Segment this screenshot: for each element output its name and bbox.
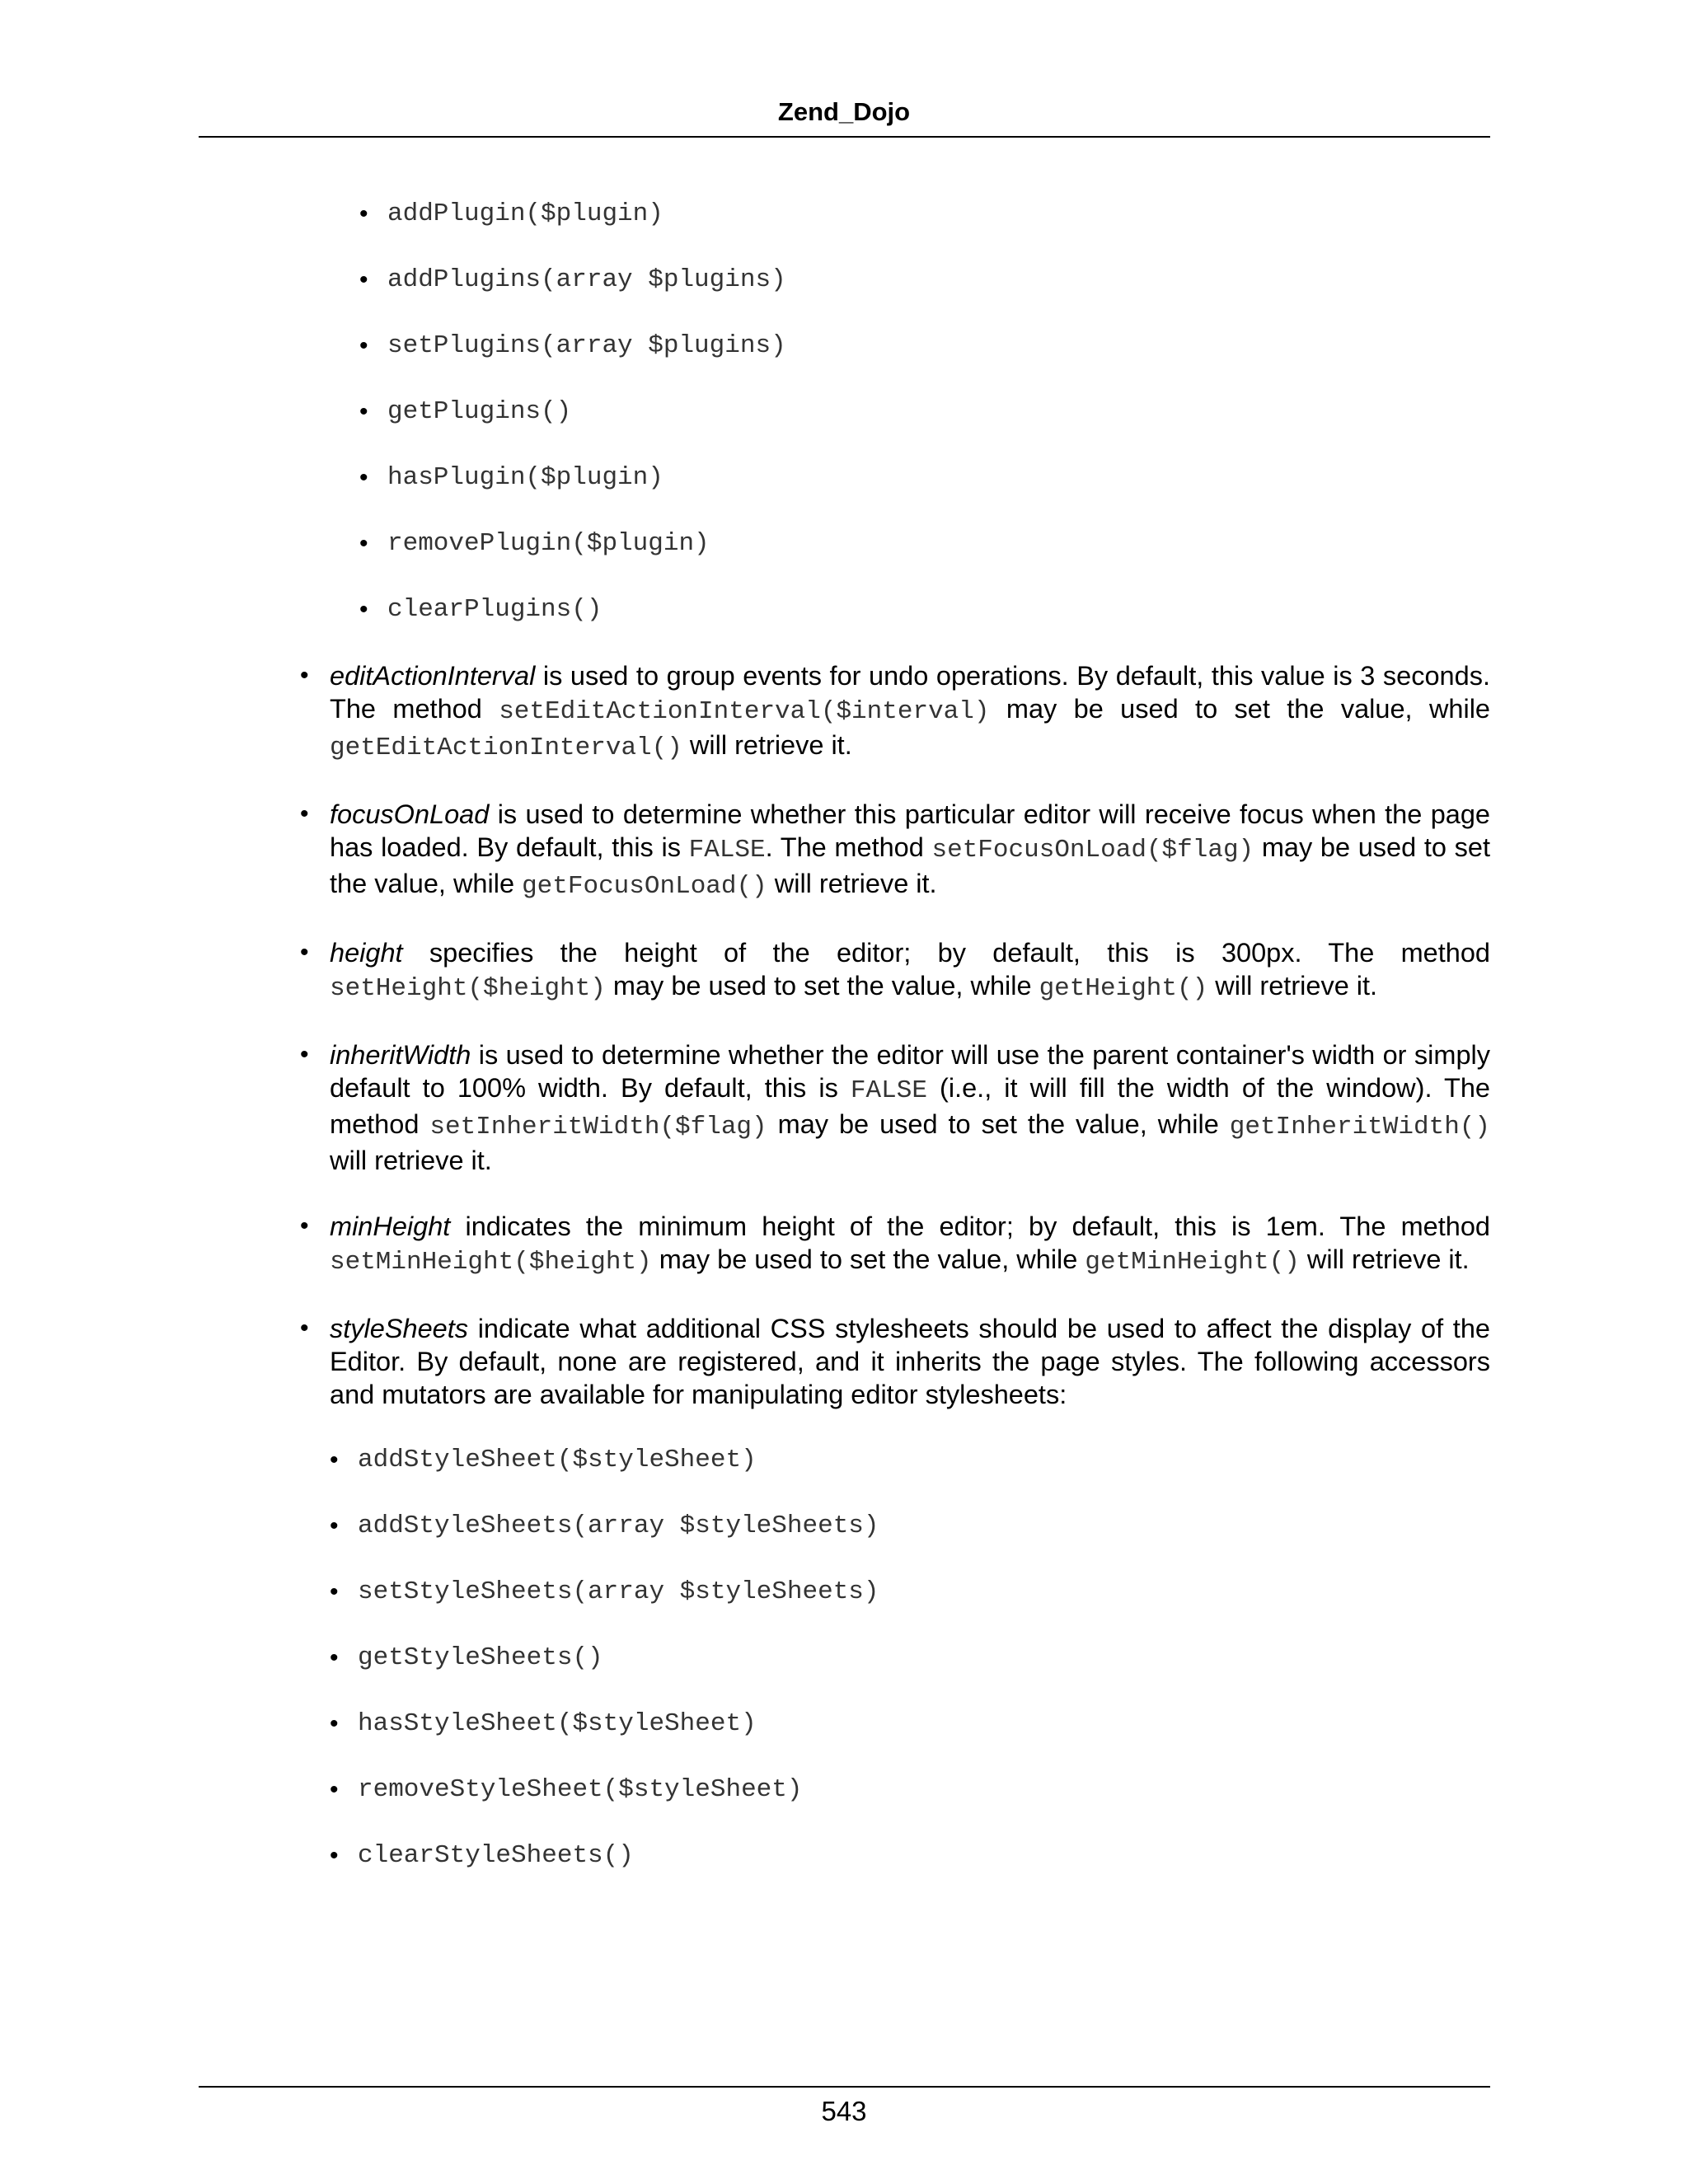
option-height xyxy=(300,936,1490,1005)
bullet-icon: • xyxy=(300,1212,309,1240)
text-run: will retrieve it. xyxy=(767,869,937,898)
bullet-icon: • xyxy=(300,1041,309,1068)
bullet-icon: • xyxy=(359,332,368,359)
bullet-icon: • xyxy=(330,1842,339,1869)
method-signature: addStyleSheet($styleSheet) xyxy=(358,1446,757,1474)
method-signature: getStyleSheets() xyxy=(358,1643,603,1672)
inline-code: setMinHeight($height) xyxy=(330,1248,652,1277)
list-item xyxy=(359,198,1490,231)
inline-code: getHeight() xyxy=(1039,974,1208,1003)
inline-code: FALSE xyxy=(688,836,766,865)
bullet-icon: • xyxy=(359,266,368,293)
inline-code: getEditActionInterval() xyxy=(330,733,682,762)
inline-code: getMinHeight() xyxy=(1085,1248,1300,1277)
text-run: may be used to set the value, while xyxy=(767,1109,1230,1139)
bullet-icon: • xyxy=(359,596,368,623)
method-signature: hasPlugin($plugin) xyxy=(387,463,663,492)
bullet-icon: • xyxy=(359,464,368,491)
bullet-icon: • xyxy=(300,1315,309,1342)
method-signature: clearStyleSheets() xyxy=(358,1841,634,1870)
text-run: may be used to set the value, while xyxy=(330,832,1490,898)
option-min-height xyxy=(300,1210,1490,1279)
method-signature: addPlugin($plugin) xyxy=(387,199,663,228)
option-term: editActionInterval xyxy=(330,661,536,691)
option-inherit-width xyxy=(300,1038,1491,1177)
option-description xyxy=(330,659,1490,765)
option-style-sheets xyxy=(300,1312,1490,1872)
bullet-icon: • xyxy=(300,800,309,827)
page-content xyxy=(300,198,1491,1905)
text-run: indicates the minimum height of the editor; by default, this is 1em. The method xyxy=(450,1212,1490,1241)
option-term: inheritWidth xyxy=(330,1040,471,1070)
bullet-icon: • xyxy=(330,1512,339,1540)
method-signature: addPlugins(array $plugins) xyxy=(387,265,786,294)
running-header: Zend_Dojo xyxy=(777,97,911,126)
text-run: may be used to set the value, while xyxy=(989,694,1491,724)
header-rule xyxy=(199,136,1490,138)
text-run: indicate what additional CSS stylesheets should be used to affect the display of the Editor. By default, none are registered, and it inherits the page styles. The following accessors and mutators are available for manipulating editor stylesheets: xyxy=(330,1314,1490,1409)
bullet-icon: • xyxy=(330,1710,339,1737)
text-run: is used to determine whether this particular editor will receive focus when the page has loaded. By default, this is xyxy=(330,799,1490,862)
bullet-icon: • xyxy=(300,939,309,966)
list-item xyxy=(359,396,1490,429)
method-signature: getPlugins() xyxy=(387,397,572,426)
list-item xyxy=(359,264,1490,297)
list-item xyxy=(330,1642,1490,1675)
list-item xyxy=(359,527,1490,560)
list-item xyxy=(359,462,1490,494)
option-focus-on-load xyxy=(300,798,1490,903)
inline-code: getFocusOnLoad() xyxy=(522,872,767,901)
plugin-methods-list xyxy=(330,198,1490,626)
option-term: focusOnLoad xyxy=(330,799,490,829)
option-list xyxy=(300,198,1491,1872)
method-signature: removePlugin($plugin) xyxy=(387,529,710,558)
bullet-icon: • xyxy=(330,1578,339,1605)
list-item xyxy=(330,1774,1490,1807)
list-item xyxy=(359,593,1490,626)
text-run: (i.e., it will fill the width of the window). The method xyxy=(330,1073,1490,1139)
option-term: height xyxy=(330,938,403,968)
bullet-icon: • xyxy=(359,200,368,227)
bullet-icon: • xyxy=(359,398,368,425)
method-signature: clearPlugins() xyxy=(387,595,603,624)
text-run: will retrieve it. xyxy=(330,1146,492,1175)
inline-code: setEditActionInterval($interval) xyxy=(499,697,990,726)
method-signature: hasStyleSheet($styleSheet) xyxy=(358,1709,757,1738)
option-term: styleSheets xyxy=(330,1314,469,1343)
inline-code: setInheritWidth($flag) xyxy=(429,1113,767,1141)
text-run: may be used to set the value, while xyxy=(605,971,1039,1001)
list-item xyxy=(330,1708,1490,1741)
option-description xyxy=(330,1312,1490,1411)
bullet-icon: • xyxy=(330,1446,339,1474)
text-run: will retrieve it. xyxy=(1299,1244,1470,1274)
option-description xyxy=(330,1210,1490,1279)
method-signature: removeStyleSheet($styleSheet) xyxy=(358,1775,803,1804)
text-run: is used to determine whether the editor will use the parent container's width or simply default to 100% width. By default, this is xyxy=(330,1040,1490,1103)
method-signature: setStyleSheets(array $styleSheets) xyxy=(358,1577,879,1606)
inline-code: setHeight($height) xyxy=(330,974,606,1003)
stylesheet-methods-list xyxy=(300,1444,1490,1872)
option-description xyxy=(330,798,1490,903)
footer-rule xyxy=(199,2086,1490,2088)
text-run: is used to group events for undo operations. By default, this value is 3 seconds. The method xyxy=(330,661,1490,724)
list-item xyxy=(330,1510,1490,1543)
text-run: will retrieve it. xyxy=(1207,971,1378,1001)
option-description xyxy=(330,1038,1490,1177)
option-edit-action-interval xyxy=(300,659,1491,765)
list-item xyxy=(330,1576,1490,1609)
page-number: 543 xyxy=(821,2096,867,2126)
inline-code: getInheritWidth() xyxy=(1229,1113,1491,1141)
list-item xyxy=(330,1444,1490,1477)
bullet-icon: • xyxy=(359,530,368,557)
list-item xyxy=(330,1840,1490,1872)
bullet-icon: • xyxy=(330,1776,339,1803)
option-description xyxy=(330,936,1490,1005)
text-run: . The method xyxy=(765,832,932,862)
text-run: may be used to set the value, while xyxy=(651,1244,1085,1274)
plugin-methods-group xyxy=(330,198,1490,626)
bullet-icon: • xyxy=(330,1644,339,1671)
inline-code: setFocusOnLoad($flag) xyxy=(931,836,1254,865)
bullet-icon: • xyxy=(300,662,309,689)
text-run: will retrieve it. xyxy=(682,730,852,760)
method-signature: addStyleSheets(array $styleSheets) xyxy=(358,1511,879,1540)
text-run: specifies the height of the editor; by default, this is 300px. The method xyxy=(402,938,1490,968)
option-term: minHeight xyxy=(330,1212,451,1241)
method-signature: setPlugins(array $plugins) xyxy=(387,331,786,360)
list-item xyxy=(359,330,1490,363)
inline-code: FALSE xyxy=(850,1076,927,1105)
